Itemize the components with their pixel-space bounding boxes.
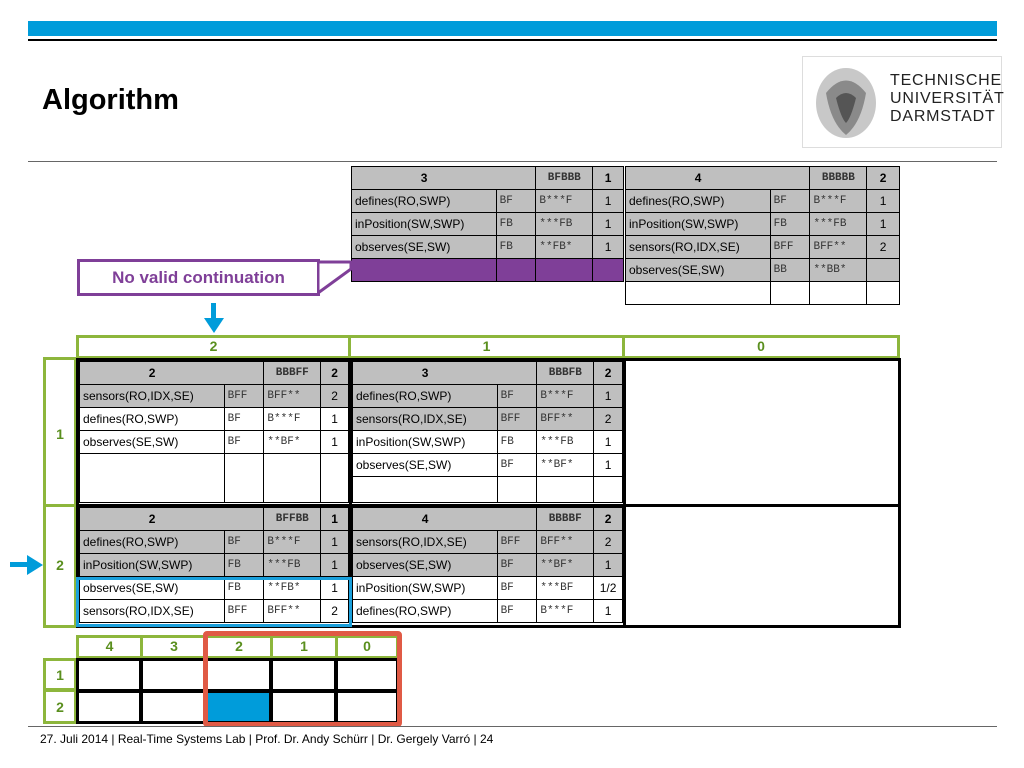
table-cell: BFF <box>497 531 537 554</box>
table-cell: observes(SE,SW) <box>626 259 771 282</box>
small-row-1 <box>43 658 77 691</box>
row-label: 1 <box>56 426 64 442</box>
table-cell: BFF** <box>537 531 594 554</box>
table-cell: 1/2 <box>594 577 623 600</box>
small-cell <box>140 690 207 724</box>
table-cell: BFF <box>224 600 264 623</box>
table-cell: 2 <box>594 531 623 554</box>
table-header-num: 2 <box>80 362 225 385</box>
highlight-box <box>76 577 352 627</box>
table-cell: sensors(RO,IDX,SE) <box>353 408 498 431</box>
grid-cell-2-0 <box>623 504 901 628</box>
table-cell: 1 <box>593 213 624 236</box>
column-header-1 <box>348 335 625 359</box>
athena-seal-icon <box>811 63 881 143</box>
grid-cell-1-2 <box>76 358 352 507</box>
table-cell: 1 <box>321 408 349 431</box>
table-cell: FB <box>770 213 810 236</box>
table-cell: B***F <box>264 531 321 554</box>
table-header-pattern: BBBFB <box>537 362 594 385</box>
table-header-value: 2 <box>594 508 623 531</box>
top-accent-bar <box>28 21 997 36</box>
table-cell: 2 <box>321 385 349 408</box>
table-cell: observes(SE,SW) <box>352 236 497 259</box>
column-label: 3 <box>170 638 178 654</box>
small-col-3 <box>140 635 208 659</box>
column-header-2 <box>76 335 351 359</box>
table-header-num: 2 <box>80 508 225 531</box>
table-cell: BF <box>224 431 264 454</box>
logo-line-3: DARMSTADT <box>890 108 996 125</box>
row-label: 2 <box>56 699 64 715</box>
table-cell: B***F <box>264 408 321 431</box>
table-cell: BF <box>497 385 537 408</box>
table-cell: B***F <box>537 600 594 623</box>
table-cell: inPosition(SW,SWP) <box>80 554 225 577</box>
table-cell: FB <box>224 554 264 577</box>
grid-cell-1-1 <box>349 358 626 507</box>
table-cell: observes(SE,SW) <box>80 431 225 454</box>
table-header-value: 2 <box>321 362 349 385</box>
table-cell: sensors(RO,IDX,SE) <box>626 236 771 259</box>
top-rule <box>28 39 997 41</box>
table-cell: FB <box>496 213 536 236</box>
page-title: Algorithm <box>42 84 179 116</box>
university-name <box>890 72 1005 126</box>
table-cell: BF <box>224 408 264 431</box>
table-cell: 1 <box>594 385 623 408</box>
table-cell: 1 <box>594 431 623 454</box>
table-cell: B***F <box>810 190 867 213</box>
small-cell <box>76 690 142 724</box>
table-cell: observes(SE,SW) <box>353 454 498 477</box>
column-label: 2 <box>209 338 218 354</box>
table-cell: defines(RO,SWP) <box>353 600 498 623</box>
table-cell: 1 <box>594 454 623 477</box>
table-cell: 1 <box>594 600 623 623</box>
arrow-down-icon <box>203 303 225 335</box>
table-cell: defines(RO,SWP) <box>80 531 225 554</box>
table-cell: 2 <box>321 600 349 623</box>
table-header-pattern: BFFBB <box>264 508 321 531</box>
arrow-right-icon <box>10 554 46 576</box>
top-table-3 <box>351 166 624 282</box>
table-cell: 1 <box>593 190 624 213</box>
column-label: 1 <box>482 338 491 354</box>
table-cell: B***F <box>537 385 594 408</box>
table-cell: BFF** <box>264 600 321 623</box>
top-table-4 <box>625 166 900 305</box>
table-cell: 1 <box>321 577 349 600</box>
table-cell: 1 <box>594 554 623 577</box>
table-cell: ***BF <box>537 577 594 600</box>
small-col-4 <box>76 635 143 659</box>
table-cell: inPosition(SW,SWP) <box>626 213 771 236</box>
table-cell: 1 <box>867 190 900 213</box>
column-label: 0 <box>757 338 765 354</box>
table-cell: **BF* <box>537 454 594 477</box>
table-cell: ***FB <box>536 213 593 236</box>
table-cell: FB <box>224 577 264 600</box>
table-cell <box>867 259 900 282</box>
table-cell: defines(RO,SWP) <box>626 190 771 213</box>
table-cell: **FB* <box>264 577 321 600</box>
callout-pointer-icon <box>318 259 354 297</box>
table-cell: B***F <box>536 190 593 213</box>
table-header-pattern: BBBBB <box>810 167 867 190</box>
table-header-num: 3 <box>353 362 498 385</box>
table-header-pattern: BBBFF <box>264 362 321 385</box>
row-header-1 <box>43 357 77 507</box>
table-cell: BF <box>224 531 264 554</box>
table-cell: BB <box>770 259 810 282</box>
table-cell: BF <box>770 190 810 213</box>
table-cell: defines(RO,SWP) <box>353 385 498 408</box>
table-cell: BFF <box>497 408 537 431</box>
table-cell: BFF <box>224 385 264 408</box>
red-highlight-box <box>203 631 402 727</box>
table-header-num: 4 <box>626 167 771 190</box>
column-header-0 <box>622 335 900 359</box>
table-cell: BF <box>496 190 536 213</box>
table-cell: inPosition(SW,SWP) <box>353 577 498 600</box>
table-cell: FB <box>496 236 536 259</box>
table-cell: **FB* <box>536 236 593 259</box>
row-label: 1 <box>56 667 64 683</box>
table-header-value: 1 <box>321 508 349 531</box>
table-cell: BF <box>497 554 537 577</box>
table-cell: inPosition(SW,SWP) <box>352 213 497 236</box>
logo-line-1: TECHNISCHE <box>890 72 1003 89</box>
table-cell: BFF** <box>537 408 594 431</box>
grid-cell-2-1 <box>349 504 626 628</box>
table-cell: BFF** <box>264 385 321 408</box>
table-cell: 1 <box>321 531 349 554</box>
table-cell: inPosition(SW,SWP) <box>353 431 498 454</box>
table-cell: sensors(RO,IDX,SE) <box>80 385 225 408</box>
table-cell: 1 <box>321 431 349 454</box>
table-cell: 2 <box>594 408 623 431</box>
table-cell: BF <box>497 454 537 477</box>
grid-cell-1-0 <box>623 358 901 507</box>
table-cell: **BF* <box>537 554 594 577</box>
table-cell: 1 <box>867 213 900 236</box>
table-cell: 1 <box>593 236 624 259</box>
row-label: 2 <box>56 557 64 573</box>
table-header-value: 2 <box>594 362 623 385</box>
column-label: 1 <box>300 638 308 654</box>
table-cell: **BF* <box>264 431 321 454</box>
table-cell: BFF** <box>810 236 867 259</box>
table-cell: ***FB <box>810 213 867 236</box>
table-cell: **BB* <box>810 259 867 282</box>
table-cell: observes(SE,SW) <box>80 577 225 600</box>
grid-table-2-1 <box>352 507 623 623</box>
small-cell <box>76 658 142 692</box>
table-cell: ***FB <box>264 554 321 577</box>
table-cell: observes(SE,SW) <box>353 554 498 577</box>
small-cell <box>140 658 207 692</box>
table-header-value: 1 <box>593 167 624 190</box>
row-header-2 <box>43 504 77 628</box>
table-cell: 2 <box>867 236 900 259</box>
grid-table-1-1 <box>352 361 623 503</box>
table-header-num: 3 <box>352 167 497 190</box>
table-cell: sensors(RO,IDX,SE) <box>80 600 225 623</box>
table-cell: BF <box>497 600 537 623</box>
table-cell: BFF <box>770 236 810 259</box>
table-header-pattern: BFBBB <box>536 167 593 190</box>
header-divider <box>28 161 997 162</box>
table-cell: sensors(RO,IDX,SE) <box>353 531 498 554</box>
small-row-2 <box>43 689 77 724</box>
no-valid-continuation-callout: No valid continuation <box>77 259 320 296</box>
table-header-pattern: BBBBF <box>537 508 594 531</box>
table-cell: ***FB <box>537 431 594 454</box>
grid-table-1-2 <box>79 361 349 503</box>
table-cell: 1 <box>321 554 349 577</box>
table-cell: BF <box>497 577 537 600</box>
column-label: 2 <box>235 638 243 654</box>
footer-text: 27. Juli 2014 | Real-Time Systems Lab | Prof. Dr. Andy Schürr | Dr. Gergely Varró | 24 <box>40 732 494 746</box>
table-header-num: 4 <box>353 508 498 531</box>
table-cell: defines(RO,SWP) <box>80 408 225 431</box>
table-cell: FB <box>497 431 537 454</box>
logo-line-2: UNIVERSITÄT <box>890 90 1005 107</box>
table-cell: defines(RO,SWP) <box>352 190 497 213</box>
footer-divider <box>28 726 997 727</box>
column-label: 4 <box>105 638 114 654</box>
column-label: 0 <box>363 638 371 654</box>
table-header-value: 2 <box>867 167 900 190</box>
